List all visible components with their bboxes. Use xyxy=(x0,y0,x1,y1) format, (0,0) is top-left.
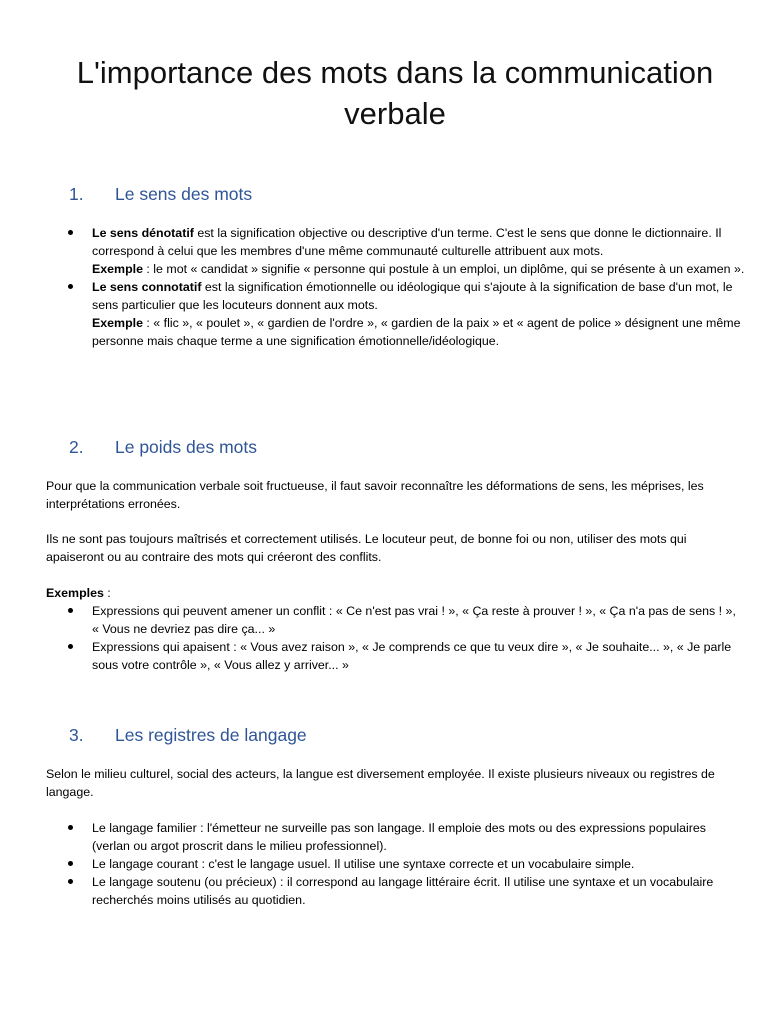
list-item xyxy=(0,873,768,909)
example-text: : « flic », « poulet », « gardien de l'ordre », « gardien de la paix » et « agent de police » désignent une même personne mais chaque terme a une signification émotionnelle/idéologique. xyxy=(92,316,741,348)
list-item-text: Expressions qui apaisent : « Vous avez raison », « Je comprends ce que tu veux dire », « Je souhaite... », « Je parle sous votre contrôle », « Vous allez y arriver... » xyxy=(92,640,732,672)
paragraph: Selon le milieu culturel, social des acteurs, la langue est diversement employée. Il existe plusieurs niveaux ou registres de langage. xyxy=(46,767,715,799)
bullet-icon xyxy=(68,879,73,884)
term-connotatif: Le sens connotatif xyxy=(92,280,202,294)
bullet-icon xyxy=(68,861,73,866)
section-1-number: 1. xyxy=(69,184,84,204)
bullet-icon xyxy=(68,284,73,289)
section-2-title: Le poids des mots xyxy=(115,437,258,457)
bullet-icon xyxy=(68,608,73,613)
section-3-heading xyxy=(69,725,307,746)
example-label: Exemple xyxy=(92,262,143,276)
examples-label: Exemples xyxy=(46,586,104,600)
paragraph: Ils ne sont pas toujours maîtrisés et correctement utilisés. Le locuteur peut, de bonne foi ou non, utiliser des mots qui apaiseront ou au contraire des mots qui créeront des conflits. xyxy=(46,532,687,564)
example-label: Exemple xyxy=(92,316,143,330)
list-item xyxy=(0,224,768,278)
list-item xyxy=(0,638,768,674)
section-1-title: Le sens des mots xyxy=(115,184,253,204)
list-item xyxy=(0,278,768,350)
section-3-number: 3. xyxy=(69,725,84,745)
examples-suffix: : xyxy=(103,586,111,600)
bullet-icon xyxy=(68,230,73,235)
section-3-bullet-list xyxy=(0,819,768,909)
paragraph: Pour que la communication verbale soit fructueuse, il faut savoir reconnaître les déformations de sens, les méprises, les interprétations erronées. xyxy=(46,479,704,511)
definition-text: est la signification émotionnelle ou idéologique qui s'ajoute à la signification de base d'un mot, le sens particulier que les locuteurs donnent aux mots. xyxy=(92,280,733,312)
example-text: : le mot « candidat » signifie « personne qui postule à un emploi, un diplôme, qui se présente à un examen ». xyxy=(142,262,745,276)
section-1-heading xyxy=(69,184,252,205)
bullet-icon xyxy=(68,825,73,830)
list-item-text: Le langage courant : c'est le langage usuel. Il utilise une syntaxe correcte et un vocabulaire simple. xyxy=(92,857,635,871)
definition-text: est la signification objective ou descriptive d'un terme. C'est le sens que donne le dictionnaire. Il correspond à celui que les membres d'une même communauté culturelle attribuent aux mots. xyxy=(92,226,722,258)
list-item xyxy=(0,855,768,873)
list-item xyxy=(0,819,768,855)
term-denotatif: Le sens dénotatif xyxy=(92,226,194,240)
list-item-text: Expressions qui peuvent amener un conflit : « Ce n'est pas vrai ! », « Ça reste à prouver ! », « Ça n'a pas de sens ! », « Vous ne devriez pas dire ça... » xyxy=(92,604,736,636)
document-title: L'importance des mots dans la communication verbale xyxy=(76,55,714,131)
list-item-text: Le langage familier : l'émetteur ne surveille pas son langage. Il emploie des mots ou des expressions populaires (verlan ou argot proscrit dans le milieu professionnel). xyxy=(92,821,706,853)
bullet-icon xyxy=(68,644,73,649)
section-2-bullet-list xyxy=(0,602,768,674)
section-3-title: Les registres de langage xyxy=(115,725,307,745)
list-item-text: Le langage soutenu (ou précieux) : il correspond au langage littéraire écrit. Il utilise une syntaxe et un vocabulaire recherchés moins utilisés au quotidien. xyxy=(92,875,714,907)
section-1-bullet-list xyxy=(0,224,768,350)
list-item xyxy=(0,602,768,638)
section-2-number: 2. xyxy=(69,437,84,457)
section-2-heading xyxy=(69,437,257,458)
examples-heading xyxy=(46,584,736,602)
